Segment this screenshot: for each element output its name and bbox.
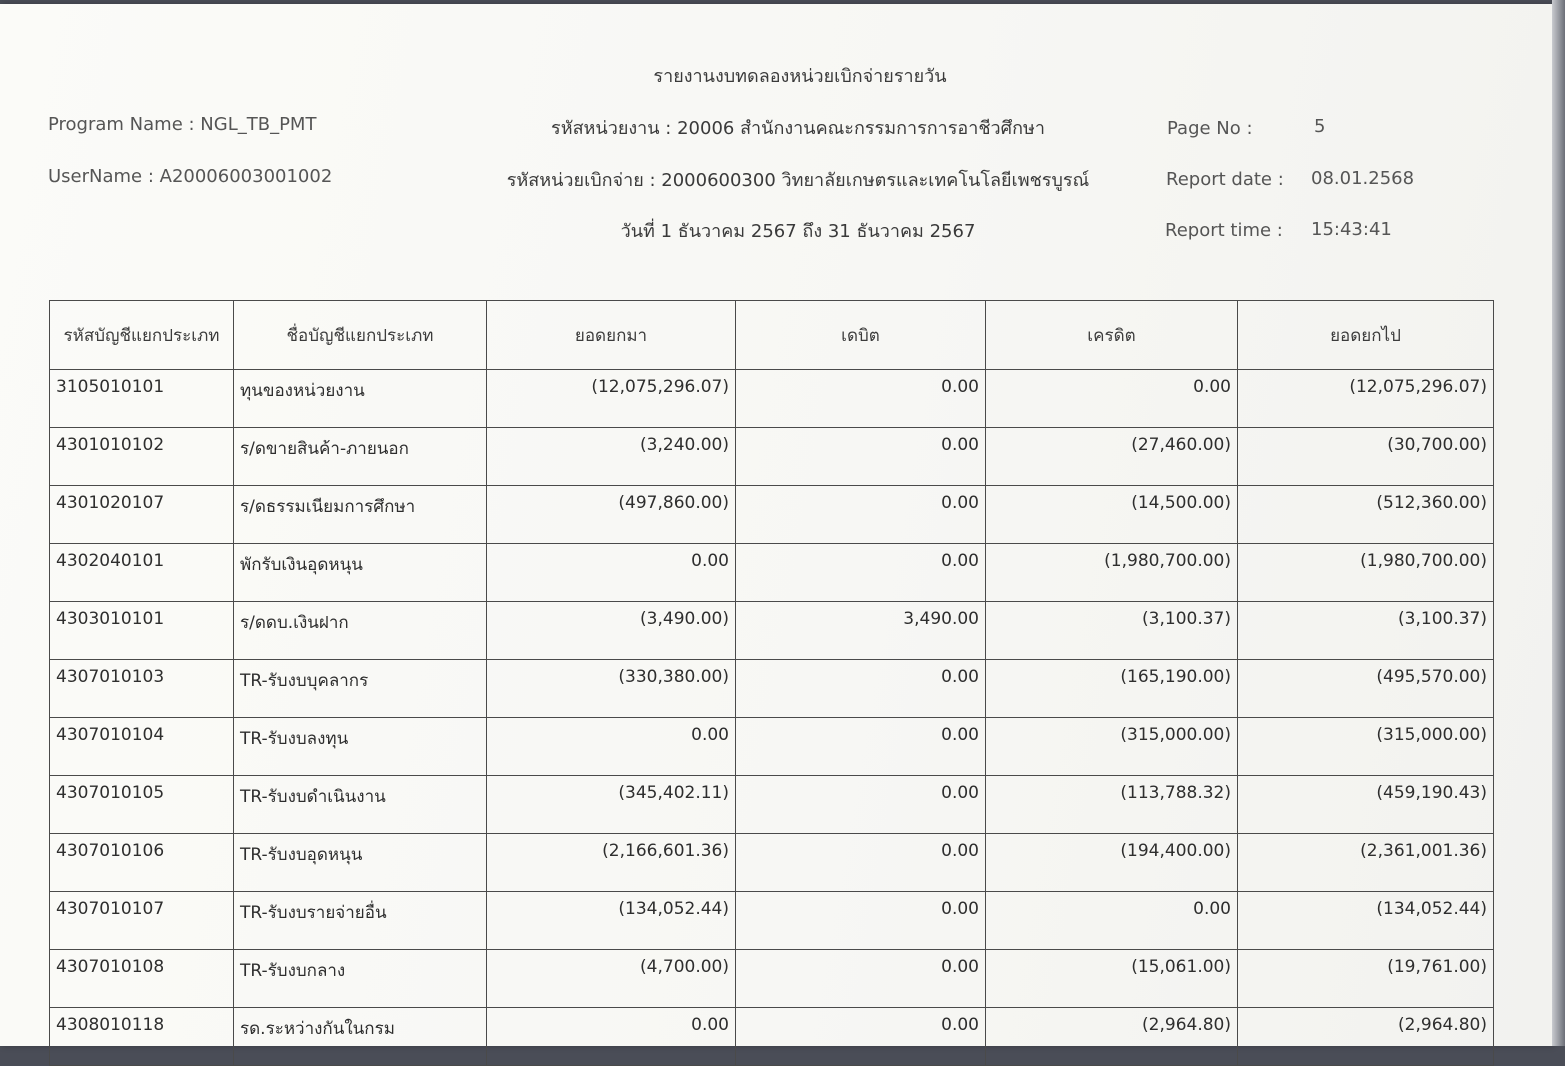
account-name-cell: รด.ระหว่างกันในกรม	[234, 1008, 487, 1066]
account-code-cell: 4307010105	[50, 776, 234, 834]
header-closing-balance: ยอดยกไป	[1238, 301, 1494, 370]
debit-cell: 0.00	[736, 950, 986, 1008]
account-name-cell: ร/ดขายสินค้า-ภายนอก	[234, 428, 487, 486]
account-name-cell: TR-รับงบบุคลากร	[234, 660, 487, 718]
debit-cell: 0.00	[736, 892, 986, 950]
debit-cell: 3,490.00	[736, 602, 986, 660]
closing-balance-cell: (2,964.80)	[1238, 1008, 1494, 1066]
credit-cell: 0.00	[986, 370, 1238, 428]
page-no-label: Page No :	[1167, 118, 1253, 139]
closing-balance-cell: (512,360.00)	[1238, 486, 1494, 544]
report-date-label: Report date :	[1166, 169, 1284, 190]
user-name: UserName : A20006003001002	[48, 166, 333, 187]
account-name-cell: TR-รับงบอุดหนุน	[234, 834, 487, 892]
account-name-cell: TR-รับงบดำเนินงาน	[234, 776, 487, 834]
debit-cell: 0.00	[736, 370, 986, 428]
header-opening-balance: ยอดยกมา	[487, 301, 736, 370]
account-code-cell: 3105010101	[50, 370, 234, 428]
debit-cell: 0.00	[736, 428, 986, 486]
account-code-cell: 4301020107	[50, 486, 234, 544]
header-account-code: รหัสบัญชีแยกประเภท	[50, 301, 234, 370]
account-name-cell: TR-รับงบกลาง	[234, 950, 487, 1008]
account-code-cell: 4307010104	[50, 718, 234, 776]
debit-cell: 0.00	[736, 1008, 986, 1066]
trial-balance-table	[49, 300, 1494, 1066]
closing-balance-cell: (495,570.00)	[1238, 660, 1494, 718]
credit-cell: (165,190.00)	[986, 660, 1238, 718]
account-name-cell: TR-รับงบลงทุน	[234, 718, 487, 776]
header-credit: เครดิต	[986, 301, 1238, 370]
credit-cell: 0.00	[986, 892, 1238, 950]
closing-balance-cell: (1,980,700.00)	[1238, 544, 1494, 602]
debit-cell: 0.00	[736, 544, 986, 602]
opening-balance-cell: (330,380.00)	[487, 660, 736, 718]
report-title: รายงานงบทดลองหน่วยเบิกจ่ายรายวัน	[653, 66, 947, 87]
debit-cell: 0.00	[736, 486, 986, 544]
credit-cell: (1,980,700.00)	[986, 544, 1238, 602]
credit-cell: (27,460.00)	[986, 428, 1238, 486]
debit-cell: 0.00	[736, 718, 986, 776]
credit-cell: (113,788.32)	[986, 776, 1238, 834]
closing-balance-cell: (30,700.00)	[1238, 428, 1494, 486]
account-code-cell: 4307010106	[50, 834, 234, 892]
debit-cell: 0.00	[736, 834, 986, 892]
credit-cell: (194,400.00)	[986, 834, 1238, 892]
opening-balance-cell: (345,402.11)	[487, 776, 736, 834]
header-debit: เดบิต	[736, 301, 986, 370]
table-row	[50, 370, 1494, 428]
account-code-cell: 4307010103	[50, 660, 234, 718]
disbursing-unit-line: รหัสหน่วยเบิกจ่าย : 2000600300 วิทยาลัยเกษตรและเทคโนโลยีเพชรบูรณ์	[506, 170, 1090, 191]
debit-cell: 0.00	[736, 660, 986, 718]
report-time-value: 15:43:41	[1311, 219, 1392, 240]
account-code-cell: 4307010107	[50, 892, 234, 950]
credit-cell: (14,500.00)	[986, 486, 1238, 544]
table-row	[50, 660, 1494, 718]
table-row	[50, 486, 1494, 544]
table-row	[50, 776, 1494, 834]
page-no-value: 5	[1314, 116, 1326, 137]
credit-cell: (315,000.00)	[986, 718, 1238, 776]
opening-balance-cell: (3,240.00)	[487, 428, 736, 486]
agency-line: รหัสหน่วยงาน : 20006 สำนักงานคณะกรรมการการอาชีวศึกษา	[551, 118, 1045, 139]
opening-balance-cell: 0.00	[487, 718, 736, 776]
opening-balance-cell: (4,700.00)	[487, 950, 736, 1008]
opening-balance-cell: (2,166,601.36)	[487, 834, 736, 892]
closing-balance-cell: (12,075,296.07)	[1238, 370, 1494, 428]
closing-balance-cell: (134,052.44)	[1238, 892, 1494, 950]
table-row	[50, 892, 1494, 950]
table-row	[50, 834, 1494, 892]
credit-cell: (15,061.00)	[986, 950, 1238, 1008]
account-name-cell: ร/ดธรรมเนียมการศึกษา	[234, 486, 487, 544]
table-row	[50, 602, 1494, 660]
account-name-cell: ร/ดดบ.เงินฝาก	[234, 602, 487, 660]
account-code-cell: 4303010101	[50, 602, 234, 660]
account-name-cell: ทุนของหน่วยงาน	[234, 370, 487, 428]
account-code-cell: 4307010108	[50, 950, 234, 1008]
table-row	[50, 718, 1494, 776]
opening-balance-cell: (134,052.44)	[487, 892, 736, 950]
closing-balance-cell: (2,361,001.36)	[1238, 834, 1494, 892]
credit-cell: (3,100.37)	[986, 602, 1238, 660]
page-edge-shadow	[1552, 0, 1565, 1046]
closing-balance-cell: (459,190.43)	[1238, 776, 1494, 834]
account-code-cell: 4302040101	[50, 544, 234, 602]
program-name: Program Name : NGL_TB_PMT	[48, 114, 317, 135]
account-name-cell: TR-รับงบรายจ่ายอื่น	[234, 892, 487, 950]
account-code-cell: 4301010102	[50, 428, 234, 486]
account-code-cell: 4308010118	[50, 1008, 234, 1066]
opening-balance-cell: 0.00	[487, 544, 736, 602]
opening-balance-cell: 0.00	[487, 1008, 736, 1066]
closing-balance-cell: (19,761.00)	[1238, 950, 1494, 1008]
debit-cell: 0.00	[736, 776, 986, 834]
table-row	[50, 544, 1494, 602]
table-row	[50, 428, 1494, 486]
closing-balance-cell: (3,100.37)	[1238, 602, 1494, 660]
opening-balance-cell: (12,075,296.07)	[487, 370, 736, 428]
report-time-label: Report time :	[1165, 220, 1283, 241]
closing-balance-cell: (315,000.00)	[1238, 718, 1494, 776]
account-name-cell: พักรับเงินอุดหนุน	[234, 544, 487, 602]
credit-cell: (2,964.80)	[986, 1008, 1238, 1066]
header-account-name: ชื่อบัญชีแยกประเภท	[234, 301, 487, 370]
table-row	[50, 950, 1494, 1008]
table-header-row	[50, 301, 1494, 370]
period-line: วันที่ 1 ธันวาคม 2567 ถึง 31 ธันวาคม 2567	[620, 221, 976, 242]
opening-balance-cell: (497,860.00)	[487, 486, 736, 544]
table-row	[50, 1008, 1494, 1066]
report-sheet	[0, 4, 1552, 1046]
opening-balance-cell: (3,490.00)	[487, 602, 736, 660]
report-date-value: 08.01.2568	[1311, 168, 1415, 189]
